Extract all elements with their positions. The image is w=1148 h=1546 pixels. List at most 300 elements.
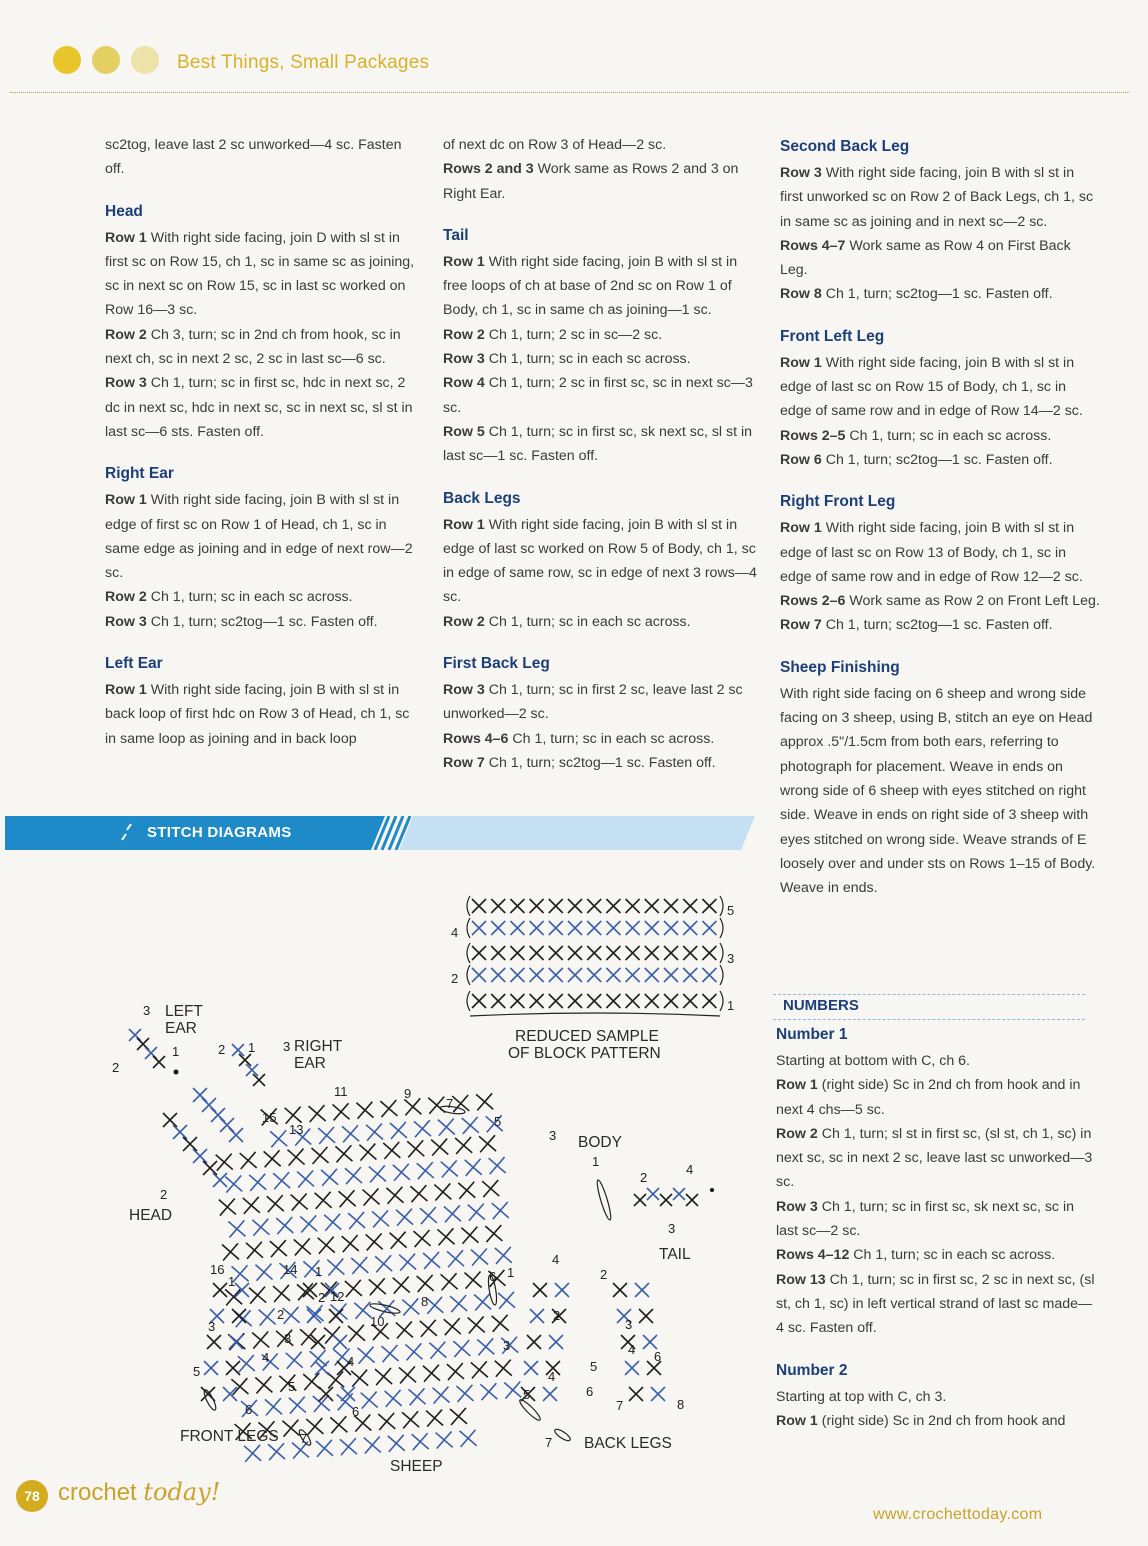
stitch-mark bbox=[417, 1275, 434, 1292]
instruction-paragraph bbox=[780, 682, 1100, 901]
diagram-number: 4 bbox=[262, 1350, 270, 1365]
stitch-mark bbox=[255, 1264, 272, 1281]
stitch-mark bbox=[472, 946, 486, 960]
stitch-diagram bbox=[0, 850, 770, 1490]
stitch-mark bbox=[207, 1335, 221, 1349]
stitch-mark bbox=[315, 1361, 329, 1375]
stitch-mark bbox=[626, 899, 640, 913]
section-heading: Head bbox=[105, 202, 143, 220]
section-continued bbox=[443, 133, 758, 206]
diagram-number: 5 bbox=[523, 1387, 531, 1402]
stitch-mark bbox=[437, 1228, 454, 1245]
row-text: of next dc on Row 3 of Head—2 sc. bbox=[443, 137, 667, 153]
stitch-mark bbox=[163, 1113, 177, 1127]
stitch-mark bbox=[664, 946, 678, 960]
banner-title: STITCH DIAGRAMS bbox=[147, 824, 292, 841]
stitch-mark bbox=[405, 1343, 422, 1360]
stitch-mark bbox=[438, 1119, 455, 1136]
section-heading: Second Back Leg bbox=[780, 138, 910, 155]
instruction-paragraph bbox=[443, 371, 758, 420]
stitch-mark bbox=[626, 994, 640, 1008]
stitch-mark bbox=[409, 1388, 426, 1405]
header-dot-2 bbox=[92, 46, 120, 74]
stitch-mark bbox=[294, 1238, 311, 1255]
diagram-number: 4 bbox=[686, 1162, 694, 1177]
stitch-mark bbox=[702, 968, 716, 982]
label-back-legs: BACK LEGS bbox=[584, 1435, 672, 1452]
diagram-number: 6 bbox=[245, 1402, 253, 1417]
stitch-mark bbox=[359, 1144, 376, 1161]
row-label: Row 1 bbox=[780, 354, 822, 371]
numbers-title: NUMBERS bbox=[783, 997, 859, 1014]
stitch-mark bbox=[173, 1125, 187, 1139]
row-text: Ch 1, turn; sc2tog—1 sc. Fasten off. bbox=[821, 286, 1053, 303]
row-label: Row 3 bbox=[443, 351, 485, 368]
stitch-mark bbox=[643, 1335, 657, 1349]
row-end-mark bbox=[467, 965, 470, 985]
stitch-mark bbox=[412, 1433, 429, 1450]
stitch-mark bbox=[393, 1277, 410, 1294]
stitch-mark bbox=[645, 968, 659, 982]
stitch-mark bbox=[530, 968, 544, 982]
stitch-mark bbox=[333, 1335, 347, 1349]
stitch-mark bbox=[530, 899, 544, 913]
stitch-mark bbox=[702, 921, 716, 935]
text-column-1 bbox=[105, 133, 420, 770]
stitch-mark bbox=[660, 1194, 672, 1206]
stitch-mark bbox=[479, 1135, 496, 1152]
row-label: Row 3 bbox=[780, 165, 822, 181]
stitch-mark bbox=[270, 1240, 287, 1257]
stitch-mark bbox=[492, 1202, 509, 1219]
stitch-mark bbox=[249, 1174, 266, 1191]
block-caption-line-1: REDUCED SAMPLE bbox=[515, 1028, 659, 1045]
stitch-mark bbox=[375, 1368, 392, 1385]
stitch-mark bbox=[348, 1212, 365, 1229]
stitch-mark bbox=[530, 1309, 544, 1323]
stitch-mark bbox=[340, 1438, 357, 1455]
stitch-mark bbox=[568, 899, 582, 913]
diagram-number: 7 bbox=[446, 1096, 454, 1111]
stitch-mark bbox=[231, 1378, 248, 1395]
stitch-mark bbox=[458, 1182, 475, 1199]
row-text: Work same as Row 4 on First Back Leg. bbox=[780, 237, 1071, 279]
diagram-number: 15 bbox=[262, 1110, 277, 1125]
stitch-mark bbox=[426, 1297, 443, 1314]
stitch-mark bbox=[300, 1328, 317, 1345]
instruction-paragraph bbox=[443, 133, 758, 157]
stitch-mark bbox=[664, 899, 678, 913]
stitch-mark bbox=[396, 1209, 413, 1226]
stitch-mark bbox=[491, 921, 505, 935]
row-text: With right side facing, join B with sl st in free loops of ch at base of 2nd sc on Row 1 of Body, ch 1, sc in same ch as joining—1 sc. bbox=[443, 253, 738, 319]
row-end-mark bbox=[467, 991, 470, 1011]
row-text: Ch 1, turn; sc in each sc across. bbox=[484, 613, 691, 630]
row-text: Ch 1, turn; 2 sc in first sc, sc in next sc—3 sc. bbox=[443, 375, 753, 416]
stitch-mark bbox=[300, 1215, 317, 1232]
row-label: Rows 4–12 bbox=[776, 1247, 850, 1264]
stitch-mark bbox=[318, 1237, 335, 1254]
stitch-mark bbox=[240, 1152, 257, 1169]
diagram-number: 3 bbox=[625, 1317, 633, 1332]
chain-mark bbox=[595, 1179, 613, 1221]
row-text: (right side) Sc in 2nd ch from hook and in next 4 chs—5 sc. bbox=[776, 1077, 1081, 1118]
stitch-mark bbox=[423, 1252, 440, 1269]
stitch-mark bbox=[491, 946, 505, 960]
row-text: Ch 1, turn; sc in first sc, 2 sc in next sc, (sl st, ch 1, sc) in left vertical strand of last sc made—4 sc. Fasten off. bbox=[776, 1271, 1095, 1337]
diagram-number: 3 bbox=[668, 1221, 676, 1236]
row-text: Ch 1, turn; sc in first sc, hdc in next sc, 2 dc in next sc, hdc in next sc, sc in next sc, sl st in last sc—6 sts. Fasten off. bbox=[105, 375, 413, 440]
stitch-mark bbox=[303, 1373, 320, 1390]
row-text: Ch 1, turn; sc in each sc across. bbox=[508, 730, 715, 747]
label-front-legs: FRONT LEGS bbox=[180, 1428, 279, 1445]
row-text: Work same as Row 2 on Front Left Leg. bbox=[845, 593, 1100, 610]
stitch-mark bbox=[282, 1420, 299, 1437]
diagram-number: 7 bbox=[300, 1431, 308, 1446]
stitch-mark bbox=[510, 994, 524, 1008]
section-second-back-leg bbox=[780, 136, 1100, 307]
stitch-mark bbox=[664, 921, 678, 935]
diagram-number: 1 bbox=[315, 1264, 323, 1279]
diagram-number: 4 bbox=[552, 1252, 560, 1267]
diagram-number: 2 bbox=[553, 1308, 561, 1323]
stitch-mark bbox=[465, 1159, 482, 1176]
stitch-mark bbox=[315, 1192, 332, 1209]
instruction-paragraph bbox=[105, 371, 420, 444]
stitch-mark bbox=[351, 1370, 368, 1387]
stitch-mark bbox=[510, 921, 524, 935]
row-text: Ch 3, turn; sc in 2nd ch from hook, sc in next ch, sc in next 2 sc, 2 sc in last sc—6 sc. bbox=[105, 326, 401, 368]
section-continued bbox=[105, 133, 420, 182]
stitch-mark bbox=[453, 1340, 470, 1357]
header-divider bbox=[10, 92, 1130, 93]
row-text: Ch 1, turn; 2 sc in sc—2 sc. bbox=[484, 326, 663, 343]
stitch-mark bbox=[468, 1316, 485, 1333]
instruction-paragraph bbox=[780, 161, 1100, 234]
instruction-paragraph bbox=[443, 678, 758, 727]
instruction-paragraph bbox=[776, 1409, 1096, 1433]
stitch-mark bbox=[306, 1305, 323, 1322]
diagram-number: 2 bbox=[640, 1170, 648, 1185]
row-text: With right side facing, join B with sl st in edge of last sc on Row 15 of Body, ch 1, sc in edge of same row and in edge of Row 14—2 sc. bbox=[780, 354, 1083, 420]
stitch-mark bbox=[335, 1145, 352, 1162]
footer-url[interactable]: www.crochettoday.com bbox=[873, 1506, 1043, 1523]
block-row-2: 2 bbox=[451, 971, 459, 986]
stitch-mark bbox=[414, 1230, 431, 1247]
stitch-mark bbox=[606, 899, 620, 913]
brand-logo bbox=[58, 1478, 220, 1507]
stitch-mark bbox=[587, 946, 601, 960]
text-column-2 bbox=[443, 133, 758, 794]
stitch-mark bbox=[232, 1309, 246, 1323]
eye-dot bbox=[710, 1188, 714, 1192]
diagram-number: 5 bbox=[590, 1359, 598, 1374]
label-left-ear-1: LEFT bbox=[165, 1003, 203, 1020]
stitch-mark bbox=[524, 1361, 538, 1375]
row-text: Ch 1, turn; sc in first sc, sk next sc, sl st in last sc—1 sc. Fasten off. bbox=[443, 423, 753, 465]
diagram-number: 6 bbox=[586, 1384, 594, 1399]
section-right-front-leg bbox=[780, 491, 1100, 637]
stitch-mark bbox=[399, 1254, 416, 1271]
stitch-mark bbox=[402, 1411, 419, 1428]
row-label: Rows 4–7 bbox=[780, 237, 846, 254]
row-label: Row 3 bbox=[443, 682, 485, 699]
stitch-mark bbox=[626, 921, 640, 935]
stitch-mark bbox=[432, 1387, 449, 1404]
stitch-mark bbox=[351, 1257, 368, 1274]
eye-dot bbox=[174, 1070, 179, 1075]
stitch-mark bbox=[265, 1398, 282, 1415]
stitch-mark bbox=[613, 1283, 627, 1297]
stitch-mark bbox=[447, 1363, 464, 1380]
stitch-mark bbox=[549, 921, 563, 935]
stitch-mark bbox=[587, 968, 601, 982]
label-left-ear-2: EAR bbox=[165, 1020, 197, 1037]
row-text: Ch 1, turn; sc in each sc across. bbox=[845, 427, 1052, 444]
row-text: Ch 1, turn; sc in first 2 sc, leave last 2 sc unworked—2 sc. bbox=[443, 682, 743, 723]
diagram-number: 1 bbox=[172, 1044, 180, 1059]
stitch-mark bbox=[587, 921, 601, 935]
diagram-number: 3 bbox=[549, 1128, 557, 1143]
stitch-mark bbox=[474, 1293, 491, 1310]
page-number: 78 bbox=[16, 1480, 48, 1512]
row-text: (right side) Sc in 2nd ch from hook and bbox=[817, 1412, 1066, 1429]
instruction-paragraph bbox=[443, 610, 758, 634]
row-label: Row 3 bbox=[105, 613, 147, 630]
stitch-mark bbox=[252, 1331, 269, 1348]
stitch-mark bbox=[253, 1074, 265, 1086]
stitch-mark bbox=[495, 1360, 512, 1377]
row-end-mark bbox=[720, 965, 723, 985]
section-heading: Number 2 bbox=[776, 1361, 848, 1379]
row-text: Ch 1, turn; sc2tog—1 sc. Fasten off. bbox=[821, 451, 1053, 468]
stitch-mark bbox=[606, 994, 620, 1008]
row-end-mark bbox=[720, 991, 723, 1011]
stitch-mark bbox=[381, 1345, 398, 1362]
label-head: HEAD bbox=[129, 1207, 173, 1224]
body-stitches bbox=[213, 1093, 525, 1463]
stitch-mark bbox=[264, 1150, 281, 1167]
stitch-mark bbox=[390, 1122, 407, 1139]
text-column-3 bbox=[780, 136, 1100, 919]
stitch-mark bbox=[629, 1387, 643, 1401]
stitch-mark bbox=[311, 1335, 325, 1349]
section-front-left-leg bbox=[780, 326, 1100, 472]
block-row-5: 5 bbox=[727, 903, 735, 918]
stitch-mark bbox=[702, 899, 716, 913]
stitch-mark bbox=[378, 1413, 395, 1430]
stitch-mark bbox=[369, 1165, 386, 1182]
instruction-paragraph bbox=[780, 589, 1100, 613]
stitch-mark bbox=[651, 1387, 665, 1401]
row-text: Starting at bottom with C, ch 6. bbox=[776, 1053, 970, 1069]
stitch-mark bbox=[645, 994, 659, 1008]
stitch-mark bbox=[283, 1307, 300, 1324]
stitch-mark bbox=[530, 946, 544, 960]
instruction-paragraph bbox=[780, 282, 1100, 306]
stitch-mark bbox=[441, 1160, 458, 1177]
instruction-paragraph bbox=[105, 323, 420, 372]
row-label: Row 2 bbox=[443, 613, 485, 630]
stitch-mark bbox=[369, 1278, 386, 1295]
section-heading: Number 1 bbox=[776, 1026, 848, 1043]
row-text: Ch 1, turn; sc2tog—1 sc. Fasten off. bbox=[484, 754, 716, 771]
stitch-mark bbox=[246, 1242, 263, 1259]
stitch-mark bbox=[288, 1149, 305, 1166]
stitch-mark bbox=[385, 1390, 402, 1407]
stitch-mark bbox=[239, 1054, 251, 1066]
stitch-mark bbox=[229, 1335, 243, 1349]
stitch-mark bbox=[436, 1431, 453, 1448]
stitch-mark bbox=[243, 1197, 260, 1214]
instruction-paragraph bbox=[105, 226, 420, 323]
stitch-mark bbox=[313, 1395, 330, 1412]
stitch-mark bbox=[626, 946, 640, 960]
stitch-mark bbox=[402, 1298, 419, 1315]
stitch-mark bbox=[568, 946, 582, 960]
section-sheep-finishing bbox=[780, 657, 1100, 901]
diagram-number: 8 bbox=[677, 1397, 685, 1412]
diagram-number: 5 bbox=[288, 1379, 296, 1394]
diagram-number: 10 bbox=[370, 1314, 385, 1329]
stitch-mark bbox=[286, 1352, 303, 1369]
row-label: Row 2 bbox=[776, 1125, 818, 1142]
stitch-mark bbox=[702, 946, 716, 960]
stitch-mark bbox=[390, 1232, 407, 1249]
row-label: Rows 4–6 bbox=[443, 730, 509, 747]
row-text: With right side facing on 6 sheep and wrong side facing on 3 sheep, using B, stitch an eye on Head approx .5"/1.5cm from both ears, referring to photograph for placement. Weave in ends on wrong side of 6 sheep with eyes stitched on right side. Weave in ends on right side of 3 sheep with eyes stitched on wrong side. Weave strands of E loosely over and under sts on Rows 1–15 of Body. Weave in ends. bbox=[780, 685, 1096, 897]
stitch-mark bbox=[228, 1220, 245, 1237]
section-number-1 bbox=[776, 1024, 1096, 1341]
stitch-mark bbox=[420, 1320, 437, 1337]
instruction-paragraph bbox=[443, 751, 758, 775]
stitch-mark bbox=[533, 1283, 547, 1297]
section-title: Best Things, Small Packages bbox=[177, 52, 430, 73]
stitch-mark bbox=[461, 1227, 478, 1244]
stitch-mark bbox=[183, 1137, 197, 1151]
stitch-mark bbox=[356, 1102, 373, 1119]
section-left-ear bbox=[105, 653, 420, 751]
row-text: With right side facing, join B with sl st in back loop of first hdc on Row 3 of Head, ch 1, sc in same loop as joining and in back loop bbox=[105, 682, 410, 747]
stitch-mark bbox=[268, 1443, 285, 1460]
stitch-mark bbox=[527, 1335, 541, 1349]
stitch-mark bbox=[645, 946, 659, 960]
row-label: Row 1 bbox=[443, 253, 485, 270]
row-label: Row 1 bbox=[776, 1412, 818, 1429]
row-text: Ch 1, turn; sc in each sc across. bbox=[484, 351, 691, 368]
instruction-paragraph bbox=[105, 488, 420, 585]
stitch-mark bbox=[491, 994, 505, 1008]
stitch-mark bbox=[492, 1315, 509, 1332]
instruction-paragraph bbox=[780, 351, 1100, 424]
row-text: With right side facing, join B with sl st in edge of last sc worked on Row 5 of Body, ch 1, sc in edge of same row, sc in edge of next 3 rows—4 sc. bbox=[443, 516, 757, 606]
stitch-mark bbox=[447, 1250, 464, 1267]
stitch-mark bbox=[153, 1056, 165, 1068]
stitch-mark bbox=[568, 921, 582, 935]
stitch-mark bbox=[426, 1410, 443, 1427]
stitch-mark bbox=[306, 1418, 323, 1435]
diagram-number: 2 bbox=[600, 1267, 608, 1282]
stitch-mark bbox=[235, 1283, 249, 1297]
stitch-mark bbox=[273, 1172, 290, 1189]
instruction-paragraph bbox=[443, 157, 758, 206]
section-heading: Left Ear bbox=[105, 655, 163, 673]
stitch-mark bbox=[472, 968, 486, 982]
section-heading: Back Legs bbox=[443, 489, 521, 507]
stitch-mark bbox=[510, 946, 524, 960]
stitch-mark bbox=[259, 1308, 276, 1325]
stitch-mark bbox=[441, 1273, 458, 1290]
stitch-diagrams-banner bbox=[5, 816, 755, 850]
row-label: Row 3 bbox=[105, 375, 147, 392]
row-text: Ch 1, turn; sc in first sc, sk next sc, sc in last sc—2 sc. bbox=[776, 1198, 1075, 1240]
row-label: Row 7 bbox=[780, 617, 822, 634]
diagram-number: 1 bbox=[592, 1154, 600, 1169]
stitch-mark bbox=[530, 994, 544, 1008]
section-first-back-leg bbox=[443, 653, 758, 775]
instruction-paragraph bbox=[105, 585, 420, 609]
instruction-paragraph bbox=[443, 347, 758, 371]
foundation-chain bbox=[470, 1013, 720, 1016]
stitch-mark bbox=[549, 994, 563, 1008]
diagram-number: 7 bbox=[545, 1435, 553, 1450]
diagram-number: 6 bbox=[352, 1404, 360, 1419]
stitch-mark bbox=[345, 1280, 362, 1297]
row-end-mark bbox=[467, 943, 470, 963]
stitch-mark bbox=[480, 1383, 497, 1400]
stitch-mark bbox=[204, 1361, 218, 1375]
stitch-mark bbox=[213, 1173, 227, 1187]
stitch-mark bbox=[664, 994, 678, 1008]
diagram-number: 6 bbox=[654, 1349, 662, 1364]
diagram-number: 13 bbox=[289, 1122, 304, 1137]
diagram-number: 8 bbox=[421, 1294, 429, 1309]
block-row-4: 4 bbox=[451, 925, 459, 940]
instruction-paragraph bbox=[776, 1268, 1096, 1341]
instruction-paragraph bbox=[780, 448, 1100, 472]
brand-word-2: today! bbox=[143, 1478, 221, 1506]
stitch-mark bbox=[246, 1064, 258, 1076]
stitch-mark bbox=[472, 994, 486, 1008]
stitch-mark bbox=[683, 899, 697, 913]
stitch-mark bbox=[362, 1188, 379, 1205]
instruction-paragraph bbox=[105, 133, 420, 182]
stitch-mark bbox=[510, 899, 524, 913]
stitch-mark bbox=[309, 1105, 326, 1122]
diagram-number: 11 bbox=[334, 1084, 348, 1099]
row-label: Row 1 bbox=[443, 516, 485, 533]
diagram-number: 4 bbox=[548, 1369, 556, 1384]
stitch-mark bbox=[267, 1195, 284, 1212]
row-end-mark bbox=[467, 918, 470, 938]
stitch-mark bbox=[645, 899, 659, 913]
stitch-mark bbox=[273, 1285, 290, 1302]
stitch-mark bbox=[380, 1100, 397, 1117]
stitch-mark bbox=[587, 899, 601, 913]
stitch-mark bbox=[354, 1302, 371, 1319]
stitch-mark bbox=[270, 1130, 287, 1147]
row-text: With right side facing, join B with sl st in edge of first sc on Row 1 of Head, ch 1, sc in same edge as joining and in edge of next row—2 sc. bbox=[105, 492, 413, 582]
stitch-mark bbox=[683, 994, 697, 1008]
row-label: Rows 2–6 bbox=[780, 593, 846, 610]
row-end-mark bbox=[720, 896, 723, 916]
row-label: Row 2 bbox=[105, 589, 147, 606]
instruction-paragraph bbox=[776, 1073, 1096, 1122]
stitch-mark bbox=[444, 1318, 461, 1335]
row-label: Row 5 bbox=[443, 423, 485, 440]
stitch-mark bbox=[372, 1210, 389, 1227]
diagram-number: 12 bbox=[330, 1289, 345, 1304]
